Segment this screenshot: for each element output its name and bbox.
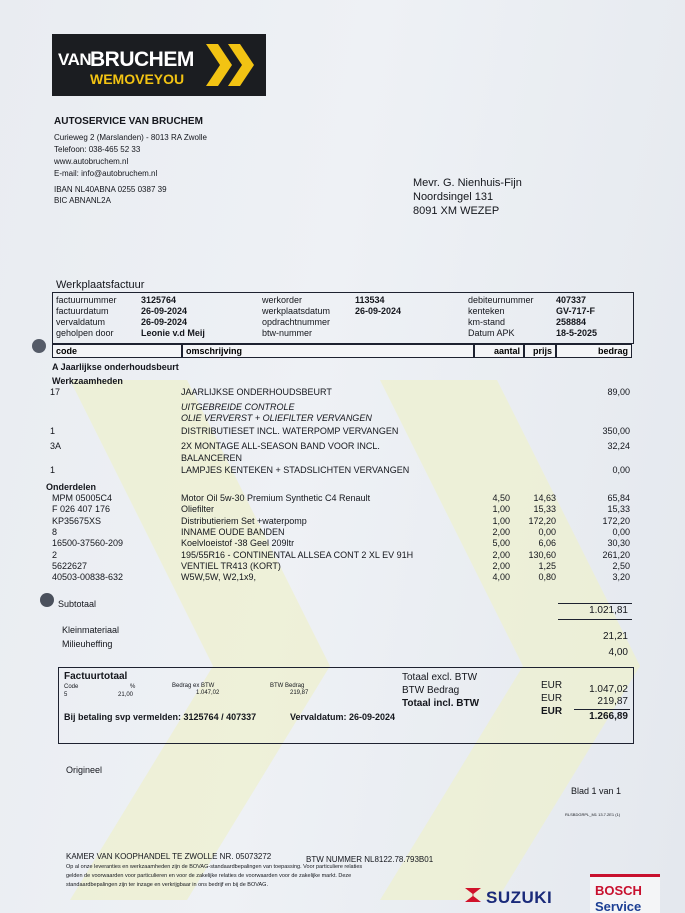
value-datum-apk: 18-5-2025 (556, 328, 598, 338)
part-row-price: 6,06 (538, 538, 556, 549)
total-incl-currency: EUR (541, 706, 563, 717)
part-row-description: 195/55R16 - CONTINENTAL ALLSEA CONT 2 XL EV 91H (181, 549, 414, 560)
origineel-label: Origineel (66, 765, 103, 775)
part-row-amount: 15,33 (607, 504, 630, 515)
part-row-amount: 172,20 (602, 515, 630, 526)
totals-basis-label: Bedrag ex BTW (172, 683, 215, 689)
part-row-quantity: 4,50 (492, 493, 510, 503)
milieuheffing-label: Milieuheffing (62, 639, 113, 649)
part-row-description: INNAME OUDE BANDEN (181, 526, 285, 537)
part-row-code: 2 (52, 549, 58, 560)
totals-code-label: Code (64, 684, 79, 690)
total-btw-value: 219,87 (597, 696, 628, 707)
value-werkplaatsdatum: 26-09-2024 (355, 306, 402, 316)
company-iban: IBAN NL40ABNA 0255 0387 39 (54, 185, 167, 194)
part-row-amount: 30,30 (607, 538, 630, 549)
label-factuurnummer: factuurnummer (56, 295, 117, 305)
part-row-description: W5W,5W, W2,1x9, (181, 572, 257, 583)
label-geholpen-door: geholpen door (56, 328, 114, 338)
totals-pct: 21,00 (118, 692, 134, 698)
column-omschrijving: omschrijving (182, 344, 474, 358)
punch-hole-lower (40, 593, 54, 607)
label-werkorder: werkorder (262, 295, 303, 305)
column-bedrag: bedrag (556, 344, 632, 358)
value-kenteken: GV-717-F (556, 306, 596, 316)
kvk-number: KAMER VAN KOOPHANDEL TE ZWOLLE NR. 05073272 (66, 852, 272, 861)
part-row-amount: 3,20 (612, 572, 630, 583)
milieuheffing-value: 4,00 (608, 647, 628, 658)
part-row-amount: 261,20 (602, 549, 630, 560)
work-row-code: 3A (50, 441, 62, 451)
part-row-price: 1,25 (538, 560, 556, 571)
work-row-description: OLIE VERVERST + OLIEFILTER VERVANGEN (181, 413, 372, 423)
column-prijs: prijs (524, 344, 556, 358)
value-factuurdatum: 26-09-2024 (141, 306, 188, 316)
column-code: code (52, 344, 182, 358)
part-row-code: 5622627 (52, 560, 88, 571)
logo-tagline: WEMOVEYOU (90, 71, 185, 87)
total-excl-currency: EUR (541, 680, 563, 691)
part-row-code: 40503-00838-632 (52, 572, 124, 583)
part-row-description: Motor Oil 5w-30 Premium Synthetic C4 Renault (181, 493, 371, 503)
part-row-quantity: 1,00 (492, 504, 510, 515)
logo-arrows-icon (202, 40, 262, 90)
btw-number: BTW NUMMER NL8122.78.793B01 (306, 855, 434, 864)
label-datum-apk: Datum APK (468, 328, 515, 338)
subtotal-label: Subtotaal (58, 599, 97, 609)
kleinmateriaal-value: 21,21 (602, 631, 628, 642)
part-row-quantity: 5,00 (492, 538, 510, 549)
section-title: A Jaarlijkse onderhoudsbeurt (52, 362, 179, 372)
suzuki-brand: SUZUKI (486, 888, 553, 907)
part-row-description: Distributieriem Set +waterpomp (181, 515, 307, 526)
company-name: AUTOSERVICE VAN BRUCHEM (54, 116, 203, 127)
part-row-quantity: 2,00 (492, 549, 510, 560)
totals-pct-label: % (130, 684, 136, 690)
work-row-code: 1 (50, 465, 56, 475)
subtotal-rule-bottom (558, 619, 632, 620)
work-row-code: 17 (50, 387, 61, 397)
label-opdrachtnummer: opdrachtnummer (262, 317, 331, 327)
total-incl-label: Totaal incl. BTW (402, 698, 480, 709)
part-row-quantity: 1,00 (492, 515, 510, 526)
work-row-description: BALANCEREN (181, 453, 243, 463)
work-row-amount: 89,00 (607, 387, 630, 397)
work-row-description: DISTRIBUTIESET INCL. WATERPOMP VERVANGEN (181, 426, 399, 436)
invoice-header-box (52, 292, 634, 344)
work-row-amount: 32,24 (607, 441, 630, 451)
bosch-service-logo (590, 874, 660, 913)
part-row-amount: 0,00 (612, 526, 630, 537)
part-row-description: Koelvloeistof -38 Geel 209ltr (181, 538, 295, 549)
total-excl-label: Totaal excl. BTW (402, 672, 478, 683)
value-vervaldatum: 26-09-2024 (141, 317, 188, 327)
value-debiteurnummer: 407337 (556, 295, 587, 305)
part-row-price: 15,33 (533, 504, 556, 515)
payment-note: Bij betaling svp vermelden: 3125764 / 407337 (64, 712, 257, 722)
suzuki-logo-icon (462, 884, 484, 906)
label-factuurdatum: factuurdatum (56, 306, 109, 316)
part-row-price: 0,00 (538, 526, 556, 537)
part-row-code: MPM 05005C4 (52, 493, 113, 503)
total-excl-value: 1.047,02 (589, 684, 628, 695)
totals-btw-label: BTW Bedrag (270, 683, 305, 689)
part-row-description: Oliefilter (181, 504, 215, 515)
subtotal-value: 1.021,81 (589, 605, 628, 616)
totals-title: Factuurtotaal (64, 671, 128, 682)
company-phone: Telefoon: 038-465 52 33 (54, 145, 141, 154)
terms-line-2: gelden de voorwaarden voor particulieren en voor de zakelijke relaties de voorwaarden voor de zakelijke markt. Deze (66, 873, 352, 879)
company-email: E-mail: info@autobruchem.nl (54, 169, 158, 178)
work-row-code: 1 (50, 426, 56, 436)
work-row-description: 2X MONTAGE ALL-SEASON BAND VOOR INCL. (181, 441, 380, 451)
label-werkplaatsdatum: werkplaatsdatum (262, 306, 331, 316)
totals-basis: 1.047,02 (196, 690, 220, 696)
part-row-code: 16500-37560-209 (52, 538, 124, 549)
column-aantal: aantal (474, 344, 524, 358)
company-website: www.autobruchem.nl (54, 157, 129, 166)
work-title: Werkzaamheden (52, 376, 123, 386)
part-row-amount: 2,50 (612, 560, 630, 571)
logo-text-bruchem: BRUCHEM (90, 48, 194, 71)
punch-hole (32, 339, 46, 353)
bosch-service-text: Service (595, 899, 642, 913)
value-werkorder: 113534 (355, 295, 385, 305)
value-geholpen-door: Leonie v.d Meij (141, 328, 205, 338)
total-btw-currency: EUR (541, 693, 563, 704)
work-row-amount: 350,00 (602, 426, 630, 436)
terms-line-1: Op al onze leveranties en werkzaamheden zijn de BOVAG-standaardbepalingen van toepassing. Voor particuliere relaties (66, 864, 363, 870)
company-address: Curieweg 2 (Marslanden) - 8013 RA Zwolle (54, 133, 207, 142)
page-indicator: Blad 1 van 1 (571, 786, 622, 796)
value-km-stand: 258884 (556, 317, 587, 327)
part-row-quantity: 2,00 (492, 526, 510, 537)
bosch-brand: BOSCH (595, 883, 642, 898)
part-row-code: KP35675XS (52, 515, 102, 526)
label-btw-nummer: btw-nummer (262, 328, 313, 338)
label-km-stand: km-stand (468, 317, 506, 327)
parts-title: Onderdelen (46, 482, 97, 492)
part-row-amount: 65,84 (607, 493, 630, 503)
due-note: Vervaldatum: 26-09-2024 (290, 712, 396, 722)
customer-name: Mevr. G. Nienhuis-Fijn (413, 177, 522, 189)
company-logo (52, 34, 266, 96)
work-row-amount: 0,00 (612, 465, 630, 475)
subtotal-rule (558, 603, 632, 604)
label-vervaldatum: vervaldatum (56, 317, 106, 327)
work-row-description: LAMPJES KENTEKEN + STADSLICHTEN VERVANGEN (181, 465, 410, 475)
part-row-code: 8 (52, 526, 58, 537)
invoice-title: Werkplaatsfactuur (56, 279, 145, 291)
customer-street: Noordsingel 131 (413, 191, 494, 203)
total-btw-label: BTW Bedrag (402, 685, 460, 696)
part-row-price: 172,20 (528, 515, 556, 526)
company-bic: BIC ABNANL2A (54, 196, 111, 205)
total-incl-value: 1.266,89 (589, 711, 628, 722)
value-factuurnummer: 3125764 (141, 295, 177, 305)
part-row-description: VENTIEL TR413 (KORT) (181, 560, 281, 571)
totals-code: 5 (64, 692, 68, 698)
part-row-price: 0,80 (538, 572, 556, 583)
document-reference: RLSBDGRPL_M1 13.7.2E1 (1) (565, 812, 621, 817)
kleinmateriaal-label: Kleinmateriaal (62, 625, 120, 635)
part-row-quantity: 2,00 (492, 560, 510, 571)
logo-text-van: VAN (58, 50, 92, 69)
part-row-quantity: 4,00 (492, 572, 510, 583)
totals-btw: 219,87 (290, 690, 309, 696)
label-kenteken: kenteken (468, 306, 505, 316)
customer-city: 8091 XM WEZEP (413, 205, 500, 217)
part-row-code: F 026 407 176 (52, 504, 111, 515)
work-row-description: UITGEBREIDE CONTROLE (181, 402, 295, 412)
total-rule (574, 709, 630, 710)
part-row-price: 130,60 (528, 549, 556, 560)
work-row-description: JAARLIJKSE ONDERHOUDSBEURT (181, 387, 332, 397)
label-debiteurnummer: debiteurnummer (468, 295, 534, 305)
terms-line-3: standaardbepalingen zijn ter inzage en verkrijgbaar in ons bedrijf en bij de BOVAG. (66, 882, 268, 888)
part-row-price: 14,63 (533, 493, 556, 503)
